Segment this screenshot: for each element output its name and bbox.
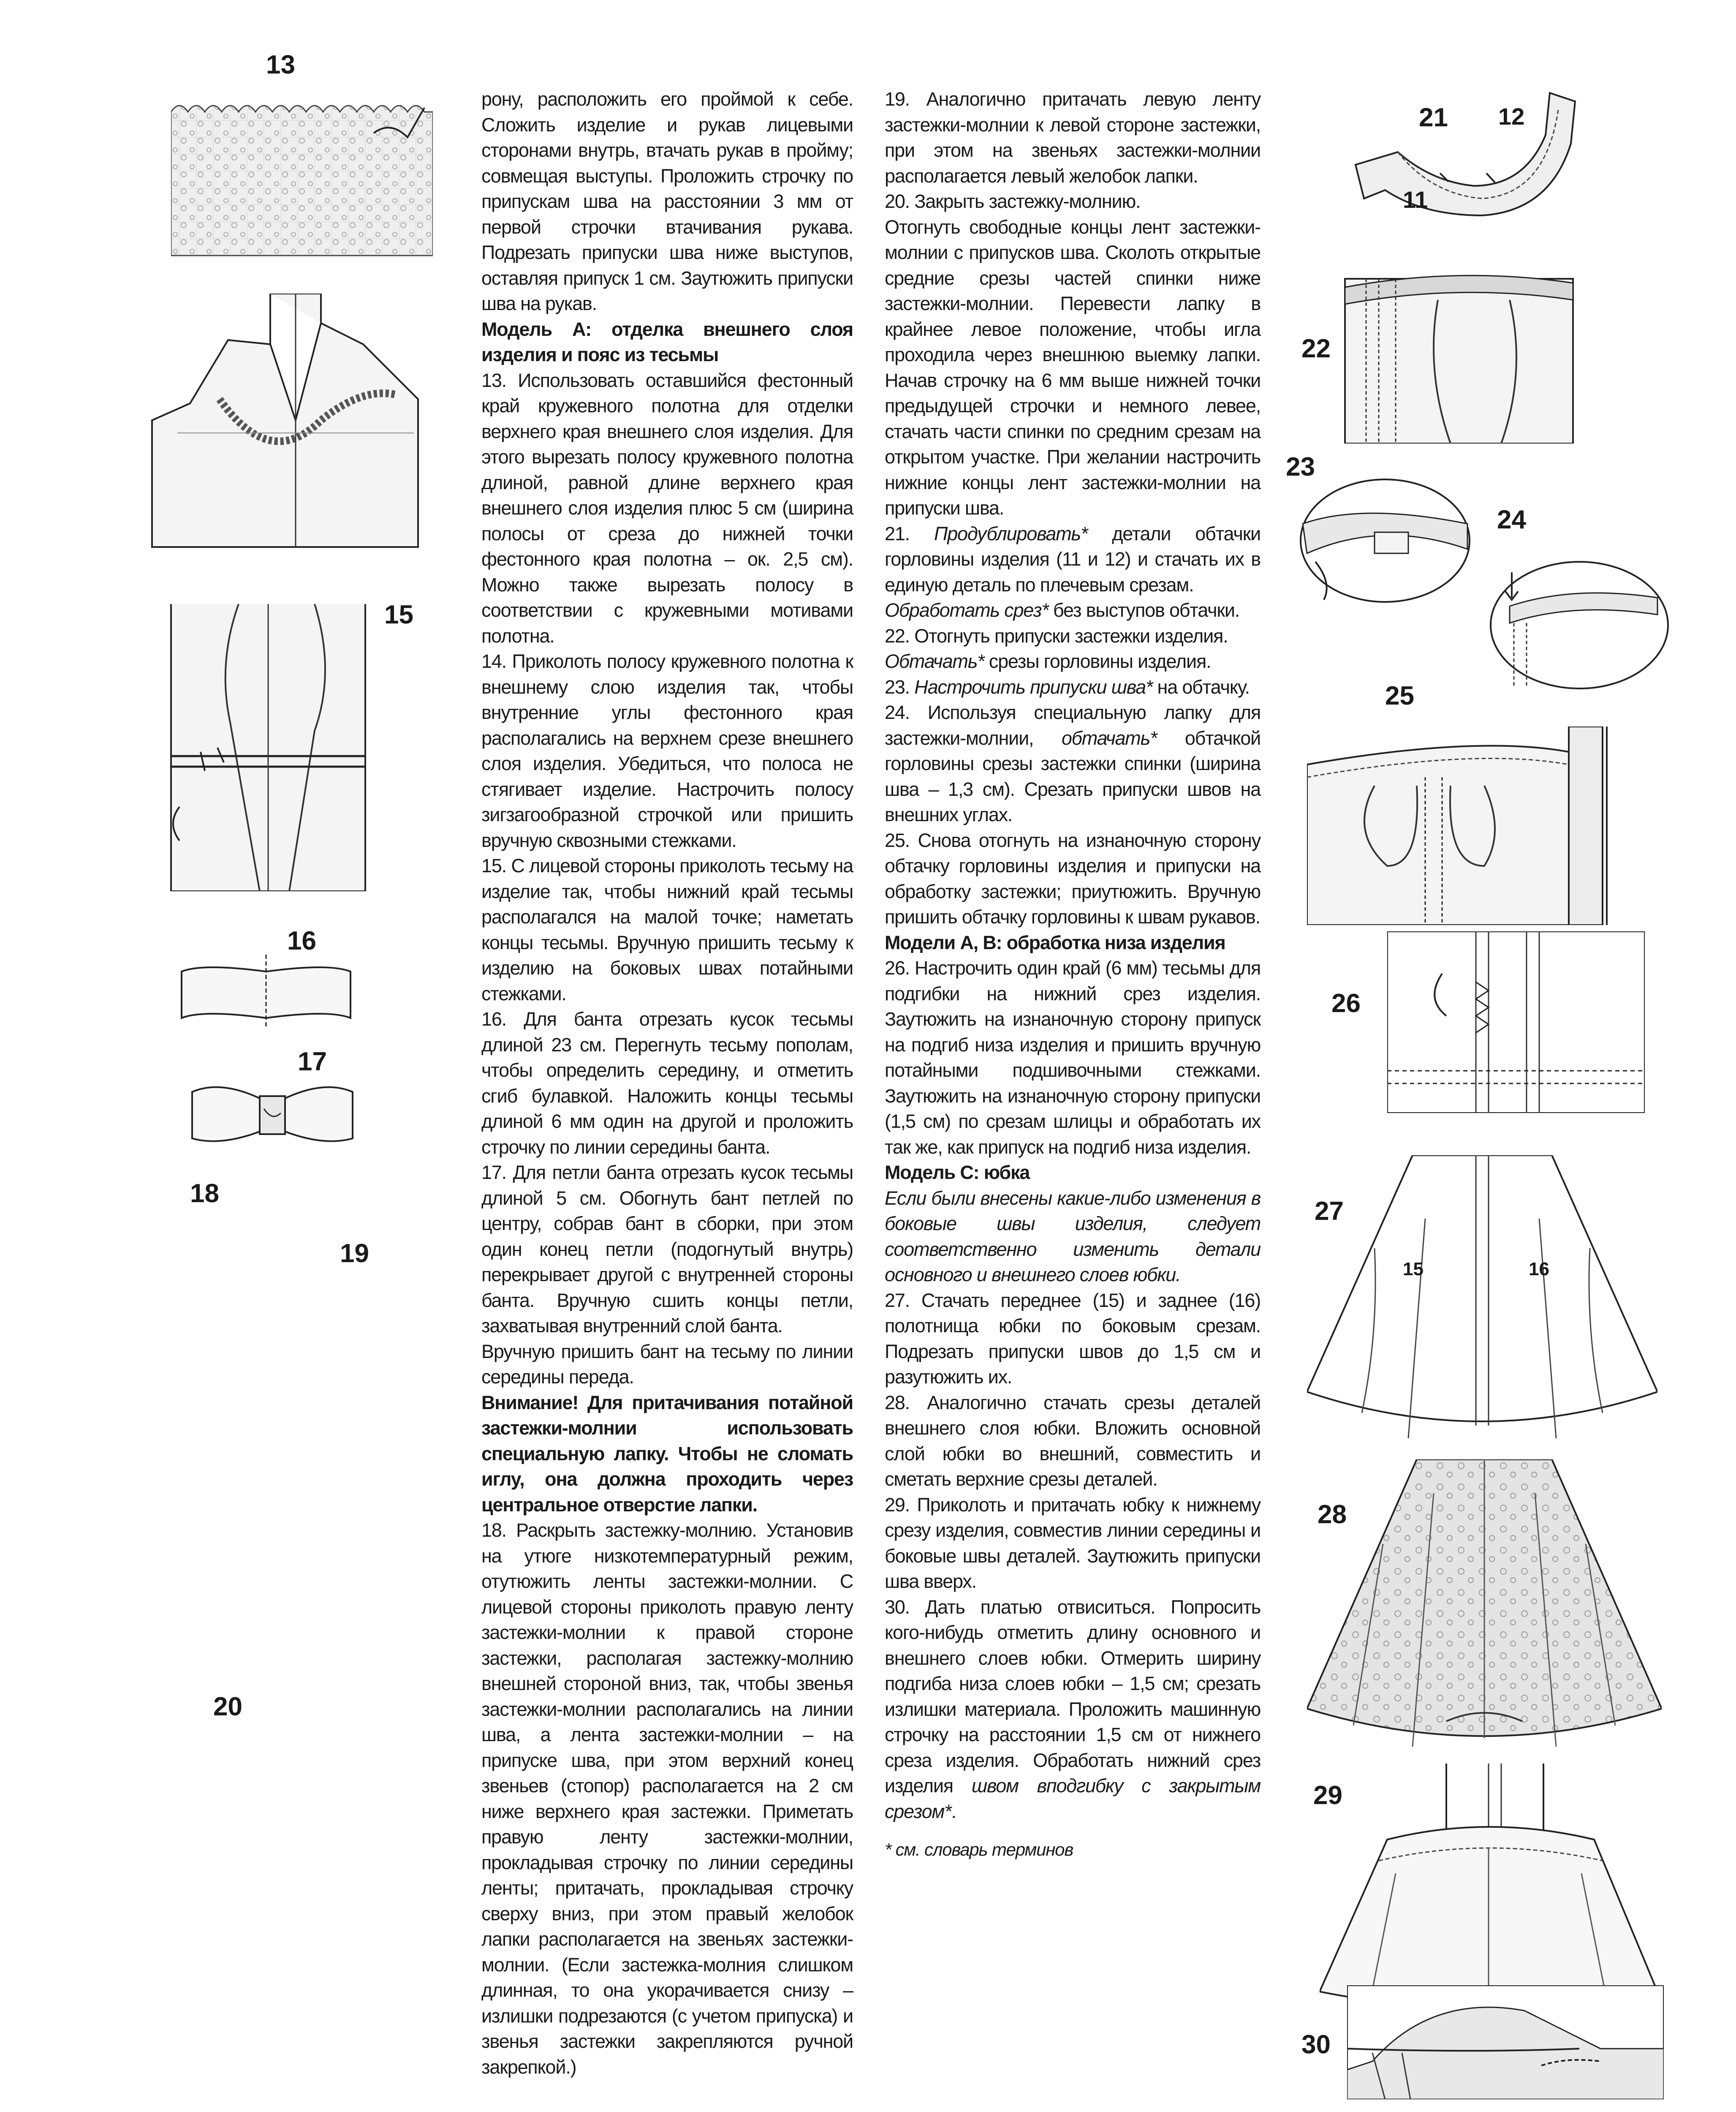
figure-16-label: 16 <box>287 926 316 955</box>
figure-22-zipper-opening-illustration <box>1341 266 1577 444</box>
instruction-paragraph: 29. Приколоть и притачать юбку к нижнему срезу изделия, совместив линии середины и боковые швы деталей. Заутюжить припуски шва вверх. <box>885 1494 1261 1592</box>
instruction-paragraph <box>885 521 1261 598</box>
figure-29-attach-skirt-illustration <box>1320 1764 1657 2009</box>
paragraph-text: 23. <box>885 676 915 698</box>
glossary-term: обтачать* <box>1061 727 1157 749</box>
figure-23-detail-illustration <box>1299 477 1472 604</box>
figure-26-label: 26 <box>1331 989 1361 1018</box>
paragraph-text: детали обтачки горловины изделия (11 и 12) и стачать их в единую деталь по плечевым срезам. <box>885 523 1261 596</box>
text-column-1 <box>481 87 853 2080</box>
instruction-paragraph: Отогнуть свободные концы лент застежки-молнии с припусков шва. Сколоть открытые средние срезы частей спинки ниже застежки-молнии. Перевести лапку в крайнее левое положение, чтобы игла проходила через внешнюю выемку лапки. Начав строчку на 6 мм выше нижней точки предыдущей строчки и немного левее, стачать части спинки по средним срезам на открытом участке. При желании настрочить нижние концы лент застежки-молнии на припуски шва. <box>885 216 1261 519</box>
figure-27-front-panel-label: 15 <box>1403 1259 1424 1279</box>
glossary-term: Обработать срез* <box>885 599 1049 621</box>
figure-29-label: 29 <box>1313 1781 1342 1810</box>
instruction-paragraph: 27. Стачать переднее (15) и заднее (16) полотнища юбки по боковым срезам. Подрезать припуски швов до 1,5 см и разутюжить их. <box>885 1289 1261 1388</box>
instruction-paragraph <box>885 598 1261 623</box>
figure-26-hem-slit-illustration <box>1387 931 1645 1113</box>
instruction-paragraph <box>885 1595 1261 1825</box>
instruction-paragraph: рону, расположить его проймой к себе. Сложить изделие и рукав лицевыми сторонами внутрь, втачать рукав в пройму; совмещая выступы. Проложить строчку по припускам шва на расстоянии 3 мм от первой строчки втачивания рукава. Подрезать припуски шва ниже выступов, оставляя припуск 1 см. Заутюжить припуски шва на рукав. <box>481 88 853 314</box>
figure-28-lace-skirt-illustration <box>1307 1459 1662 1755</box>
section-heading: Модели А, В: обработка низа изделия <box>885 931 1225 953</box>
figure-21-label: 21 <box>1419 103 1448 132</box>
glossary-term: швом вподгибку с закрытым срезом* <box>885 1775 1261 1822</box>
section-heading: Внимание! Для притачивания потайной застежки-молнии использовать специальную лапку. Чтобы не сломать иглу, она должна проходить через центральное отверстие лапки. <box>481 1391 853 1516</box>
paragraph-text: 24. Используя специальную лапку для застежки-молнии, <box>885 702 1261 749</box>
figure-13-label: 13 <box>266 50 295 79</box>
figure-27-back-panel-label: 16 <box>1529 1259 1549 1279</box>
glossary-term: Обтачать* <box>885 650 984 672</box>
figure-25-neck-finish-illustration <box>1307 727 1679 925</box>
figure-28-label: 28 <box>1318 1500 1347 1529</box>
figure-23-label: 23 <box>1286 452 1315 482</box>
figure-24-detail-illustration <box>1489 560 1670 691</box>
paragraph-text: срезы горловины изделия. <box>984 650 1211 672</box>
instruction-paragraph: Вручную пришить бант на тесьму по линии середины переда. <box>481 1340 853 1388</box>
instruction-paragraph: 25. Снова отогнуть на изнаночную сторону обтачку горловины изделия и припуски на обработку застежки; приутюжить. Вручную пришить обтачку горловины к швам рукавов. <box>885 829 1261 928</box>
instruction-paragraph <box>885 700 1261 828</box>
section-heading: Модель С: юбка <box>885 1162 1030 1183</box>
figure-13-lace-strip-illustration <box>171 95 433 264</box>
figure-25-label: 25 <box>1385 681 1414 710</box>
figure-21-neck-facing-illustration <box>1347 84 1579 220</box>
glossary-term: Настрочить припуски шва* <box>914 676 1153 698</box>
instruction-paragraph: 17. Для петли банта отрезать кусок тесьмы длиной 5 см. Обогнуть бант петлей по центру, собрав бант в сборки, при этом один конец петли (подогнутый внутрь) перекрывает другой с внутренней стороны банта. Вручную сшить концы петли, захватывая внутренний слой банта. <box>481 1162 853 1336</box>
figure-27-label: 27 <box>1315 1197 1344 1226</box>
figure-19-label: 19 <box>340 1239 369 1268</box>
figure-22-label: 22 <box>1301 334 1331 363</box>
instruction-paragraph: 22. Отогнуть припуски застежки изделия. <box>885 625 1228 647</box>
figure-27-skirt-illustration <box>1307 1155 1657 1442</box>
instruction-paragraph <box>885 675 1261 700</box>
figure-17-label: 17 <box>298 1047 327 1076</box>
instruction-paragraph: 20. Закрыть застежку-молнию. <box>885 191 1141 212</box>
figure-14-bodice-lace-illustration <box>144 294 427 551</box>
figure-20-label: 20 <box>213 1692 242 1721</box>
figure-30-label: 30 <box>1301 2030 1331 2059</box>
glossary-term: Продублировать* <box>934 523 1088 544</box>
figure-24-label: 24 <box>1497 505 1526 534</box>
figure-21-part-12-label: 12 <box>1498 103 1525 130</box>
instruction-note: Если были внесены какие-либо изменения в боковые швы изделия, следует соответственно изменить детали основного и внешнего слоев юбки. <box>885 1187 1261 1285</box>
figure-21-part-11-label: 11 <box>1403 186 1428 213</box>
section-heading: Модель А: отделка внешнего слоя изделия и пояс из тесьмы <box>481 318 853 365</box>
figure-16-bow-tape-illustration <box>177 955 355 1031</box>
text-column-2 <box>885 87 1261 1863</box>
instruction-paragraph: 14. Приколоть полосу кружевного полотна к внешнему слою изделия так, чтобы внутренние углы фестонного края располагались на верхнем срезе внешнего слоя изделия. Убедиться, что полоса не стягивает изделие. Настрочить полосу зигзагообразной строчкой или пришить вручную сквозными стежками. <box>481 650 853 851</box>
figure-17-bow-loop-illustration <box>188 1075 357 1151</box>
paragraph-text: . <box>951 1800 956 1822</box>
instruction-paragraph: 18. Раскрыть застежку-молнию. Установив на утюге низкотемпературный режим, отутюжить ленты застежки-молнии. С лицевой стороны приколоть правую ленту застежки-молнии к правой стороне застежки, располагая застежку-молнию внешней стороной вниз, так, чтобы звенья застежки-молнии располагались на линии шва, а лента застежки-молнии – на припуске шва, при этом верхний конец звеньев (стопор) располагается на 2 см ниже верхнего края застежки. Приметать правую ленту застежки-молнии, прокладывая строчку по линии середины ленты; притачать, прокладывая строчку сверху вниз, при этом правый желобок лапки располагается на звеньях застежки-молнии. (Если застежка-молния слишком длинная, то она укорачивается снизу – излишки подрезаются (с учетом припуска) и звенья застежки закрепляются ручной закрепкой.) <box>481 1519 853 2078</box>
instruction-paragraph: 16. Для банта отрезать кусок тесьмы длиной 23 см. Перегнуть тесьму пополам, чтобы определить середину, и отметить сгиб булавкой. Наложить концы тесьмы длиной 6 мм один на другой и проложить строчку по линии середины банта. <box>481 1008 853 1158</box>
figure-18-label: 18 <box>190 1179 219 1208</box>
instruction-paragraph: 13. Использовать оставшийся фестонный край кружевного полотна для отделки верхнего края внешнего слоя изделия. Для этого вырезать полосу кружевного полотна длиной, равной длине верхнего края внешнего слоя изделия плюс 5 см (ширина полосы от среза до нижней точки фестонного края полотна – ок. 2,5 см). Можно также вырезать полосу в соответствии с кружевными мотивами полотна. <box>481 369 853 647</box>
instruction-paragraph: 19. Аналогично притачать левую ленту застежки-молнии к левой стороне застежки, при этом на звеньях застежки-молнии располагается левый желобок лапки. <box>885 88 1261 187</box>
paragraph-text: обтачкой горловины срезы застежки спинки (ширина шва – 1,3 см). Срезать припуски швов на внешних углах. <box>885 727 1261 825</box>
instruction-paragraph <box>885 649 1261 675</box>
footnote: * см. словарь терминов <box>885 1840 1073 1859</box>
paragraph-text: 21. <box>885 523 934 544</box>
figure-15-label: 15 <box>384 600 413 629</box>
paragraph-text: 30. Дать платью отвиситься. Попросить кого-нибудь отметить длину основного и внешнего слоев юбки. Отмерить ширину подгиба низа слоев юбки – 1,5 см; срезать излишки материала. Проложить машинную строчку на расстоянии 1,5 см от нижнего среза изделия. Обработать нижний срез изделия <box>885 1596 1261 1796</box>
paragraph-text: без выступов обтачки. <box>1048 599 1240 621</box>
instruction-paragraph: 15. С лицевой стороны приколоть тесьму на изделие так, чтобы нижний край тесьмы располагался на малой точке; наметать концы тесьмы. Вручную пришить тесьму к изделию на боковых швах потайными стежками. <box>481 855 853 1004</box>
figure-15-bodice-band-illustration <box>154 604 382 891</box>
paragraph-text: на обтачку. <box>1152 676 1250 698</box>
instruction-paragraph: 28. Аналогично стачать срезы деталей внешнего слоя юбки. Вложить основной слой юбки во внешний, совместить и сметать верхние срезы деталей. <box>885 1391 1261 1490</box>
instruction-paragraph: 26. Настрочить один край (6 мм) тесьмы для подгибки на нижний срез изделия. Заутюжить на изнаночную сторону припуск на подгиб низа изделия и пришить вручную потайными подшивочными стежками. Заутюжить на изнаночную сторону припуски (1,5 см) по срезам шлицы и обработать их так же, как припуск на подгиб низа изделия. <box>885 957 1261 1158</box>
figure-30-hem-finish-illustration <box>1347 1985 1664 2099</box>
